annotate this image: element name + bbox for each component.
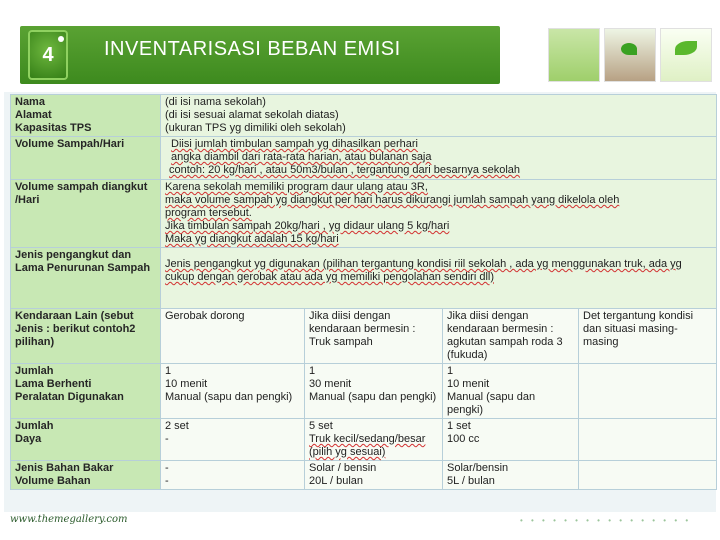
jumlah-value: 1 [309, 365, 316, 377]
row-label: Kendaraan Lain (sebut Jenis : berikut contoh2 pilihan) [11, 309, 161, 364]
option-cell [161, 364, 305, 419]
table-row [11, 419, 717, 461]
label-jumlah: Jumlah [15, 365, 54, 377]
bahan-value: Solar/bensin [447, 462, 509, 474]
value-nama: (di isi nama sekolah) [165, 96, 266, 108]
option-cell: Det tergantung kondisi dan situasi masing-masing [579, 309, 717, 364]
table-row [11, 95, 717, 137]
option-cell: Jika diisi dengan kendaraan bermesin : Truk sampah [305, 309, 443, 364]
option-cell [579, 419, 717, 461]
lama-value: 10 menit [165, 378, 208, 390]
row-label [11, 95, 161, 137]
label-daya: Daya [15, 433, 42, 445]
table-row [11, 180, 717, 248]
bahan-value: - [165, 462, 169, 474]
table-row [11, 364, 717, 419]
jumlah-value: 1 set [447, 420, 471, 432]
row-value [161, 137, 717, 180]
option-cell [579, 461, 717, 490]
bahan-value: Solar / bensin [309, 462, 377, 474]
emission-inventory-table [10, 94, 717, 490]
row-value [161, 180, 717, 248]
row-label [11, 461, 161, 490]
volume-line: angka diambil dari rata-rata harian, atau bulanan saja [171, 151, 432, 163]
lama-value: 30 menit [309, 378, 352, 390]
row-label [11, 419, 161, 461]
footer-dots-decoration: • • • • • • • • • • • • • • • • [520, 516, 692, 525]
slide-title: INVENTARISASI BEBAN EMISI [104, 38, 401, 60]
row-label: Volume Sampah/Hari [11, 137, 161, 180]
option-cell: Gerobak dorong [161, 309, 305, 364]
green-photo-thumbnail [548, 28, 600, 82]
jumlah-value: 1 [165, 365, 172, 377]
option-cell [161, 419, 305, 461]
option-cell [305, 364, 443, 419]
row-value: Jenis pengangkut yg digunakan (pilihan tergantung kondisi riil sekolah , ada yg menggunakan truk, ada yg cukup dengan gerobak atau ada yg memiliki pengolahan sendiri dll) [161, 248, 717, 309]
label-nama: Nama [15, 96, 45, 108]
value-kapasitas: (ukuran TPS yg dimiliki oleh sekolah) [165, 122, 346, 134]
row-label [11, 364, 161, 419]
label-jumlah: Jumlah [15, 420, 54, 432]
volume-line: Diisi jumlah timbulan sampah yg dihasilkan perhari [171, 138, 419, 150]
option-cell [161, 461, 305, 490]
option-cell [579, 364, 717, 419]
diangkut-line: Karena sekolah memiliki program daur ulang atau 3R, [165, 181, 428, 193]
peralatan-value: Manual (sapu dan pengki) [165, 391, 293, 403]
lama-value: 10 menit [447, 378, 490, 390]
volume-bahan-value: - [165, 475, 169, 487]
table-row [11, 137, 717, 180]
diangkut-line: program tersebut. [165, 207, 252, 219]
row-label: Volume sampah diangkut /Hari [11, 180, 161, 248]
volume-bahan-value: 20L / bulan [309, 475, 364, 487]
option-cell [305, 419, 443, 461]
leaf-photo-thumbnail [660, 28, 712, 82]
jumlah-value: 2 set [165, 420, 189, 432]
option-cell: Jika diisi dengan kendaraan bermesin : agkutan sampah roda 3 (fukuda) [443, 309, 579, 364]
diangkut-line: Maka yg diangkut adalah 15 kg/hari [165, 233, 339, 245]
daya-value: - [165, 433, 169, 445]
table-row [11, 248, 717, 309]
table-row [11, 309, 717, 364]
jumlah-value: 5 set [309, 420, 333, 432]
option-cell [305, 461, 443, 490]
value-alamat: (di isi sesuai alamat sekolah diatas) [165, 109, 339, 121]
label-peralatan: Peralatan Digunakan [15, 391, 124, 403]
label-lama: Lama Berhenti [15, 378, 92, 390]
footer-url: www.themegallery.com [10, 514, 128, 525]
badge-highlight-icon [58, 36, 64, 42]
daya-value: Truk kecil/sedang/besar (pilih yg sesuai) [309, 433, 426, 458]
daya-value: 100 cc [447, 433, 480, 445]
diangkut-line: Jika timbulan sampah 20kg/hari , yg didaur ulang 5 kg/hari [165, 220, 450, 232]
table-row [11, 461, 717, 490]
label-alamat: Alamat [15, 109, 52, 121]
peralatan-value: Manual (sapu dan pengki) [309, 391, 437, 403]
slide-header [0, 0, 720, 88]
option-cell [443, 461, 579, 490]
diangkut-line: maka volume sampah yg diangkut per hari harus dikurangi jumlah sampah yang dikelola oleh [165, 194, 620, 206]
volume-bahan-value: 5L / bulan [447, 475, 495, 487]
row-label: Jenis pengangkut dan Lama Penurunan Sampah [11, 248, 161, 309]
label-kapasitas: Kapasitas TPS [15, 122, 92, 134]
option-cell [443, 364, 579, 419]
option-cell [443, 419, 579, 461]
label-bahan: Jenis Bahan Bakar [15, 462, 114, 474]
slide-number: 4 [42, 44, 54, 66]
volume-line: contoh: 20 kg/hari , atau 50m3/bulan , tergantung dari besarnya sekolah [169, 164, 521, 176]
sprout-photo-thumbnail [604, 28, 656, 82]
label-volume-bahan: Volume Bahan [15, 475, 91, 487]
row-value [161, 95, 717, 137]
peralatan-value: Manual (sapu dan pengki) [447, 391, 536, 416]
jumlah-value: 1 [447, 365, 454, 377]
